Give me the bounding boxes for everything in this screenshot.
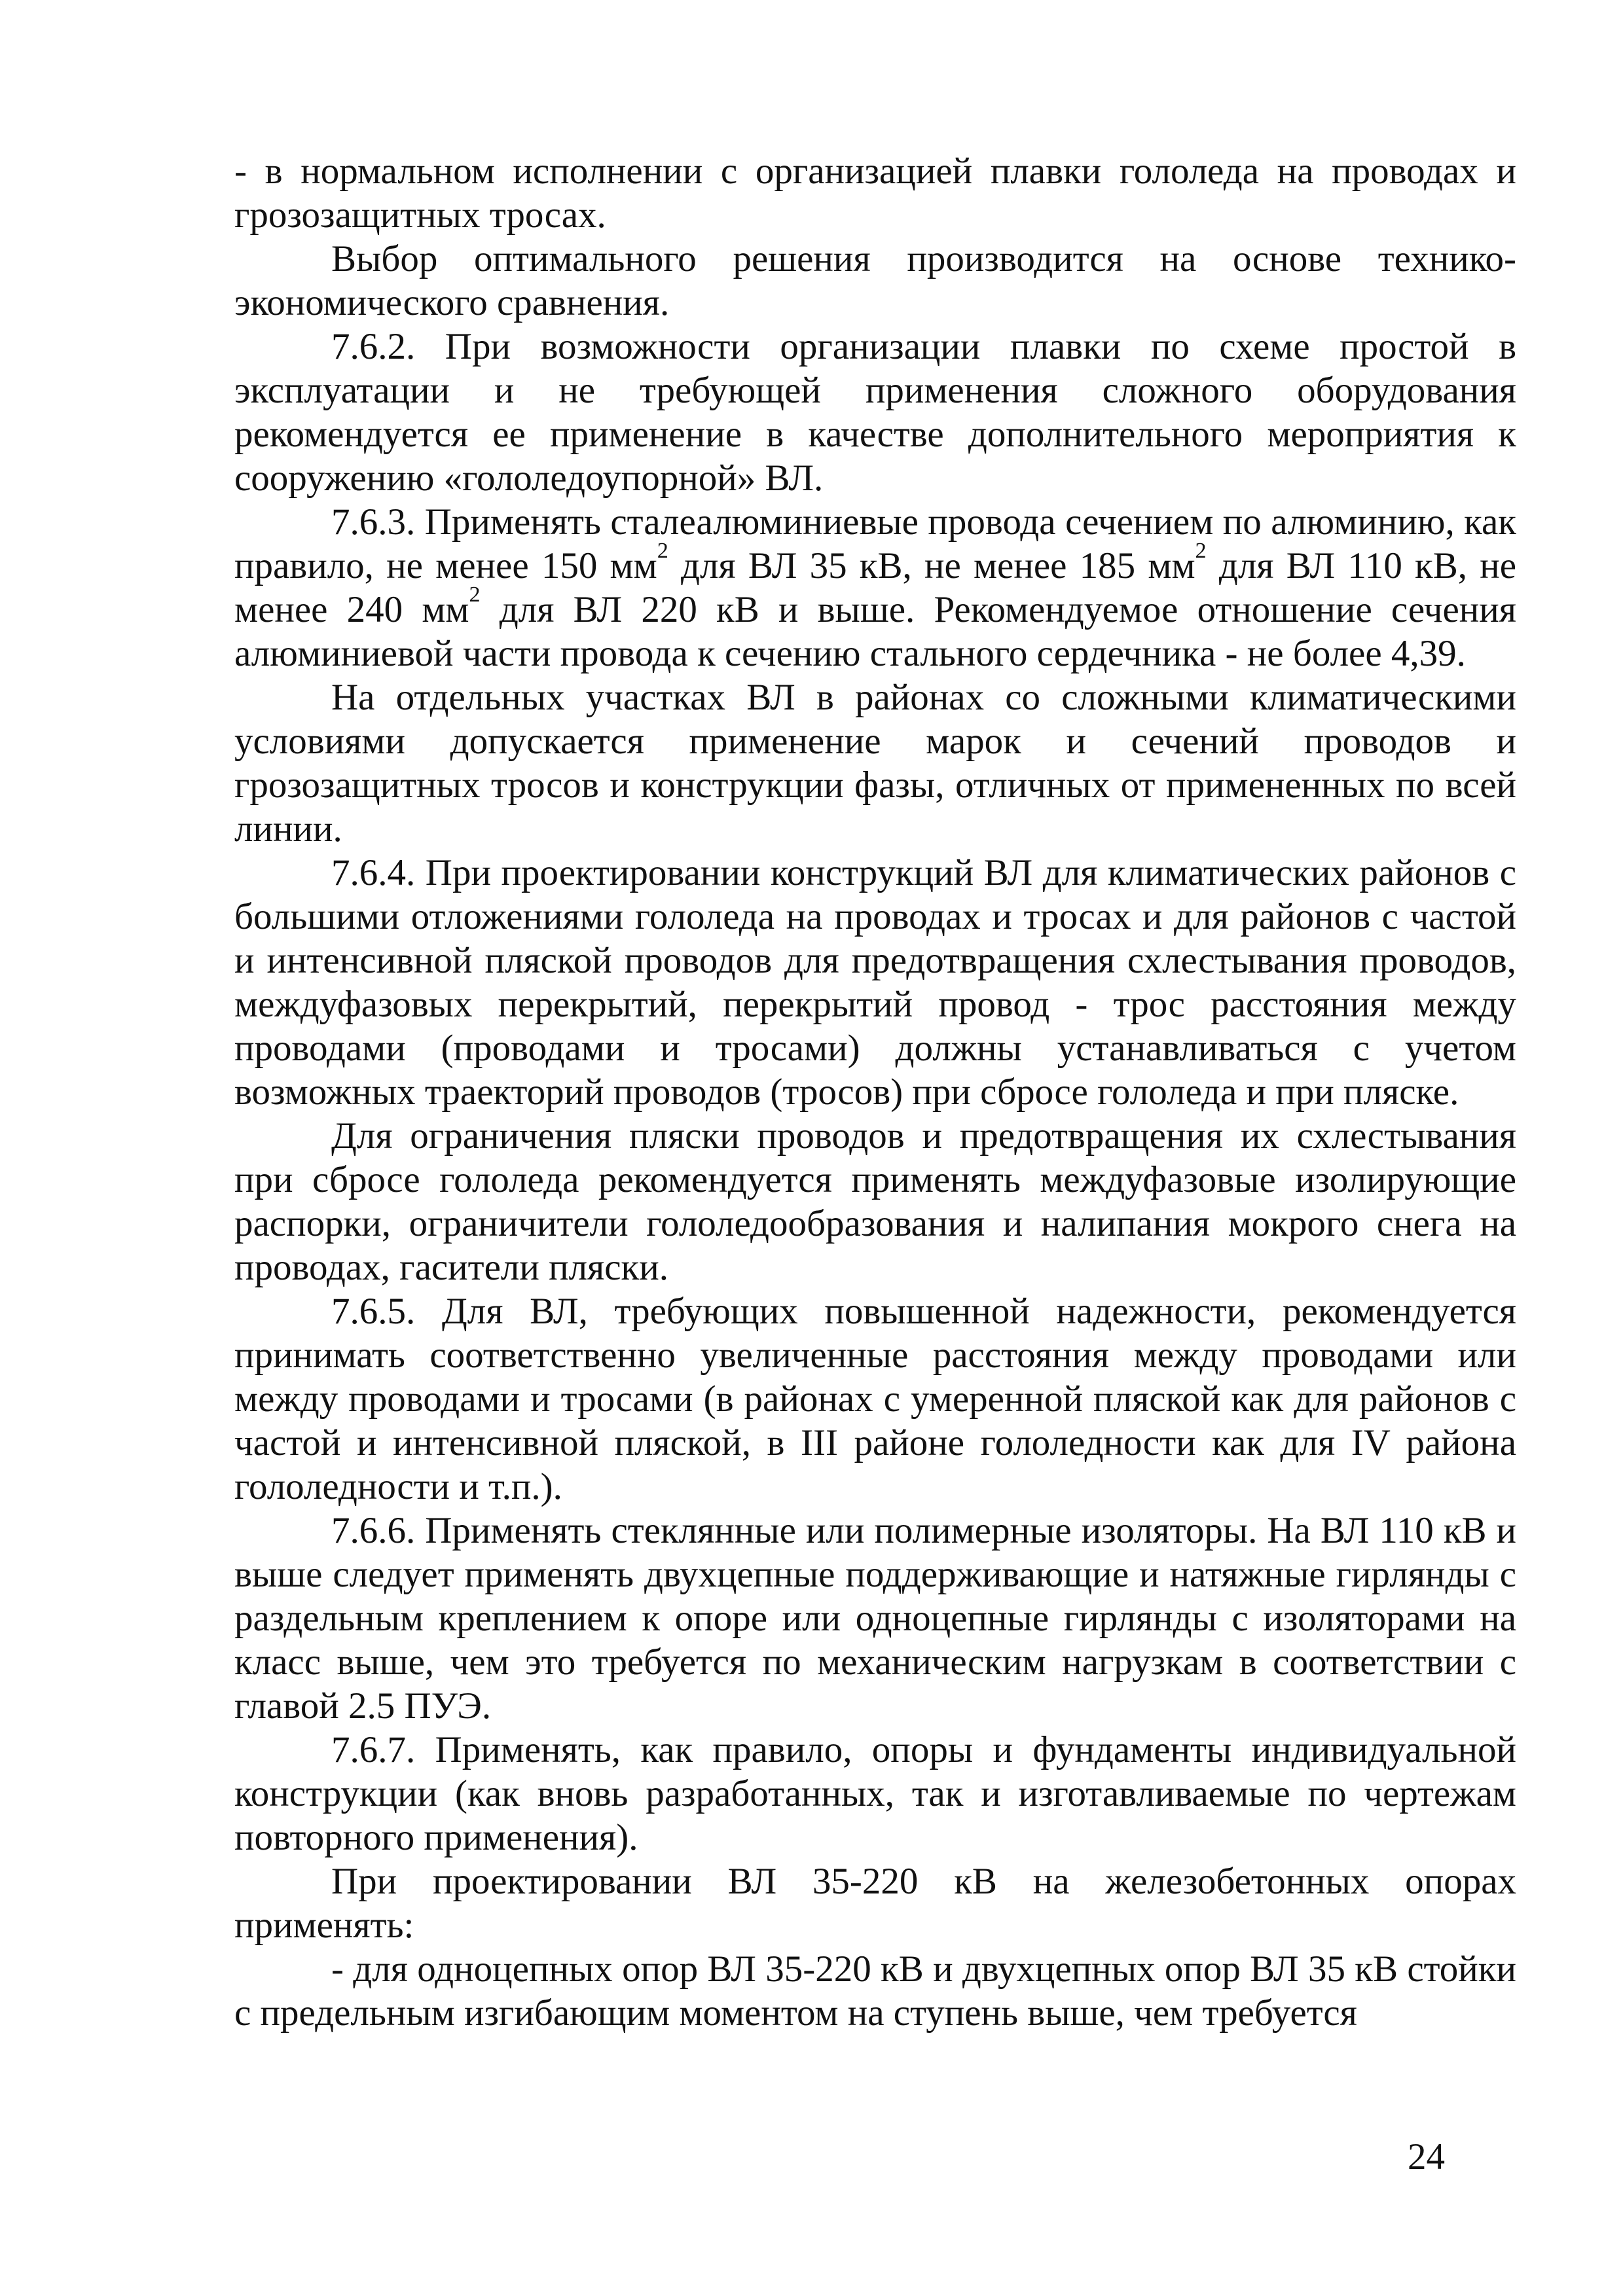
paragraph-7-6-7: 7.6.7. Применять, как правило, опоры и фундаменты индивидуальной конструкции (как вновь разработанных, так и изготавливаемые по чертежам повторного применения).	[234, 1729, 1516, 1858]
paragraph-bullet-continuation: - в нормальном исполнении с организацией плавки гололеда на проводах и грозозащитных тросах.	[234, 151, 1516, 236]
body-text	[234, 149, 1516, 2035]
superscript: 2	[469, 583, 481, 607]
paragraph-bullet-single-circuit: - для одноцепных опор ВЛ 35-220 кВ и двухцепных опор ВЛ 35 кВ стойки с предельным изгибающим моментом на ступень выше, чем требуется	[234, 1948, 1516, 2034]
superscript: 2	[657, 539, 668, 564]
paragraph-7-6-5: 7.6.5. Для ВЛ, требующих повышенной надежности, рекомендуется принимать соответственно увеличенные расстояния между проводами или между проводами и тросами (в районах с умеренной пляской как для районов с частой и интенсивной пляской, в III районе гололедности как для IV района гололедности и т.п.).	[234, 1291, 1516, 1507]
text-run: для ВЛ 220 кВ и выше. Рекомендуемое отношение сечения алюминиевой части провода к сечению стального сердечника - не более 4,39.	[234, 589, 1516, 674]
page-number: 24	[1408, 2136, 1445, 2178]
paragraph-7-6-3	[234, 500, 1516, 675]
text-run: для ВЛ 35 кВ, не менее 185 мм	[668, 545, 1195, 586]
text-run: для ВЛ 110 кВ, не менее 240 мм	[234, 545, 1517, 630]
paragraph-design-concrete-supports: При проектировании ВЛ 35-220 кВ на железобетонных опорах применять:	[234, 1861, 1516, 1946]
superscript: 2	[1195, 539, 1207, 564]
paragraph-7-6-2: 7.6.2. При возможности организации плавки по схеме простой в эксплуатации и не требующей применения сложного оборудования рекомендуется ее применение в качестве дополнительного мероприятия к сооружению «гололедоупорной» ВЛ.	[234, 326, 1516, 499]
paragraph-special-sections: На отдельных участках ВЛ в районах со сложными климатическими условиями допускается применение марок и сечений проводов и грозозащитных тросов и конструкции фазы, отличных от примененных по всей линии.	[234, 677, 1516, 850]
paragraph-choice-of-solution: Выбор оптимального решения производится на основе технико-экономического сравнения.	[234, 238, 1516, 323]
paragraph-gallop-limitation: Для ограничения пляски проводов и предотвращения их схлестывания при сбросе гололеда рекомендуется применять междуфазовые изолирующие распорки, ограничители гололедообразования и налипания мокрого снега на проводах, гасители пляски.	[234, 1115, 1516, 1288]
text-run: 7.6.3. Применять сталеалюминиевые провода сечением по алюминию, как правило, не менее 150 мм	[234, 501, 1516, 586]
paragraph-7-6-6: 7.6.6. Применять стеклянные или полимерные изоляторы. На ВЛ 110 кВ и выше следует применять двухцепные поддерживающие и натяжные гирлянды с раздельным креплением к опоре или одноцепные гирлянды с изоляторами на класс выше, чем это требуется по механическим нагрузкам в соответствии с главой 2.5 ПУЭ.	[234, 1510, 1516, 1727]
paragraph-7-6-4: 7.6.4. При проектировании конструкций ВЛ для климатических районов с большими отложениями гололеда на проводах и тросах и для районов с частой и интенсивной пляской проводов для предотвращения схлестывания проводов, междуфазовых перекрытий, перекрытий провод - трос расстояния между проводами (проводами и тросами) должны устанавливаться с учетом возможных траекторий проводов (тросов) при сбросе гололеда и при пляске.	[234, 852, 1516, 1113]
